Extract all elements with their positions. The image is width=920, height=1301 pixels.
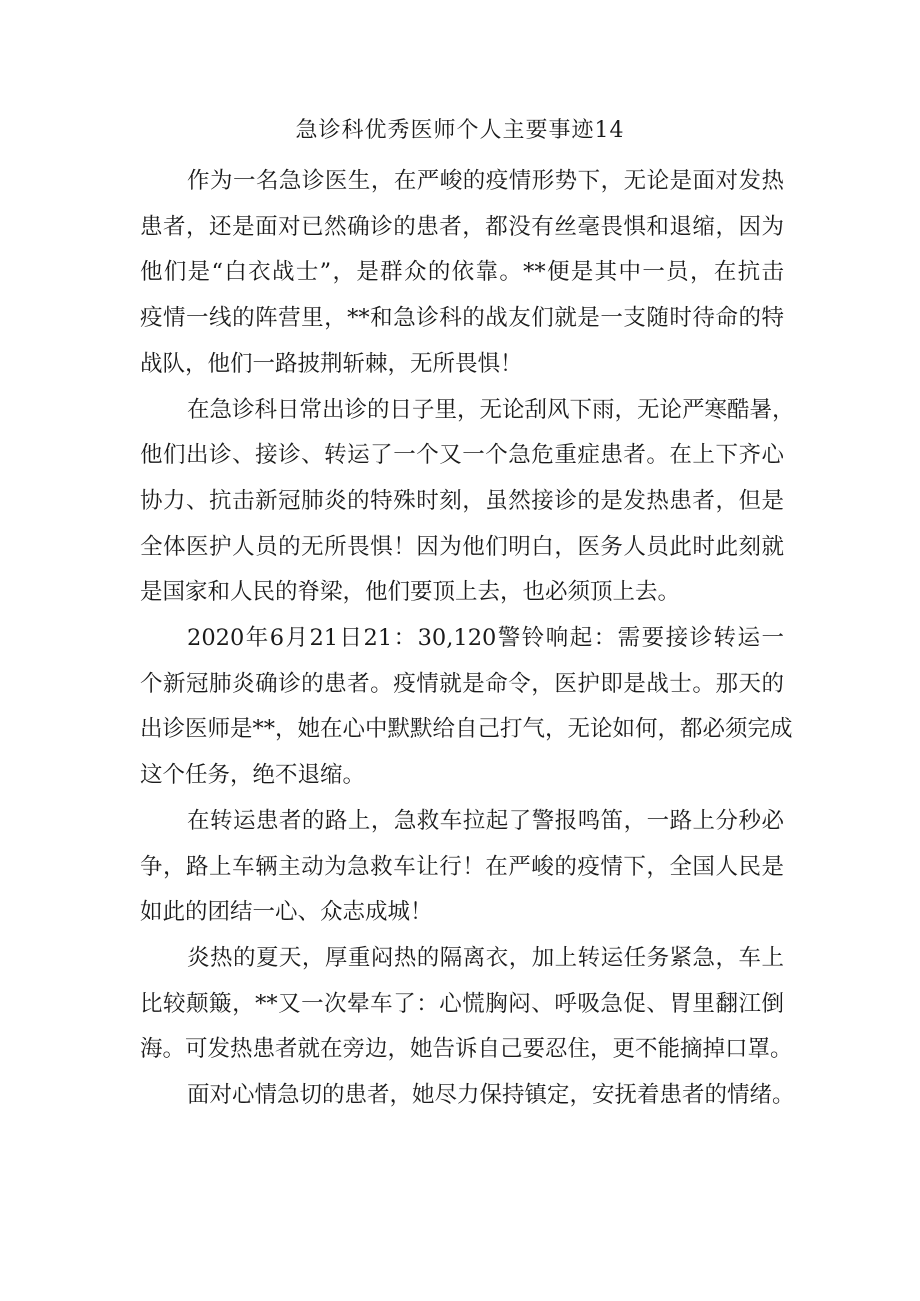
text-line: 战队，他们一路披荆斩棘，无所畏惧！: [140, 351, 523, 377]
text-line: 个新冠肺炎确诊的患者。疫情就是命令，医护即是战士。那天的: [140, 671, 784, 697]
text-line: 他们是“白衣战士”，是群众的依靠。**便是其中一员，在抗击: [140, 259, 784, 285]
document-title: 急诊科优秀医师个人主要事迹14: [295, 118, 625, 143]
text-line: 他们出诊、接诊、转运了一个又一个急危重症患者。在上下齐心: [140, 442, 784, 468]
text-line: 全体医护人员的无所畏惧！因为他们明白，医务人员此时此刻就: [140, 534, 784, 560]
text-line: 如此的团结一心、众志成城！: [140, 899, 433, 925]
text-line: 面对心情急切的患者，她尽力保持镇定，安抚着患者的情绪。: [187, 1082, 795, 1108]
text-line: 这个任务，绝不退缩。: [140, 762, 366, 788]
text-line: 2020年6月21日21：30,120警铃响起：需要接诊转运一: [187, 625, 784, 651]
text-line: 海。可发热患者就在旁边，她告诉自己要忍住，更不能摘掉口罩。: [140, 1036, 793, 1062]
text-line: 争，路上车辆主动为急救车让行！在严峻的疫情下，全国人民是: [140, 854, 784, 880]
text-line: 患者，还是面对已然确诊的患者，都没有丝毫畏惧和退缩，因为: [140, 214, 784, 240]
text-line: 炎热的夏天，厚重闷热的隔离衣，加上转运任务紧急，车上: [187, 945, 784, 971]
text-line: 出诊医师是**，她在心中默默给自己打气，无论如何，都必须完成: [140, 716, 793, 742]
text-line: 作为一名急诊医生，在严峻的疫情形势下，无论是面对发热: [187, 168, 784, 194]
text-line: 疫情一线的阵营里，**和急诊科的战友们就是一支随时待命的特: [140, 305, 784, 331]
text-line: 是国家和人民的脊梁，他们要顶上去，也必须顶上去。: [140, 579, 681, 605]
text-line: 在转运患者的路上，急救车拉起了警报鸣笛，一路上分秒必: [187, 808, 784, 834]
text-line: 在急诊科日常出诊的日子里，无论刮风下雨，无论严寒酷暑，: [187, 397, 795, 423]
text-line: 协力、抗击新冠肺炎的特殊时刻，虽然接诊的是发热患者，但是: [140, 488, 784, 514]
text-line: 比较颠簸，**又一次晕车了：心慌胸闷、呼吸急促、胃里翻江倒: [140, 991, 784, 1017]
